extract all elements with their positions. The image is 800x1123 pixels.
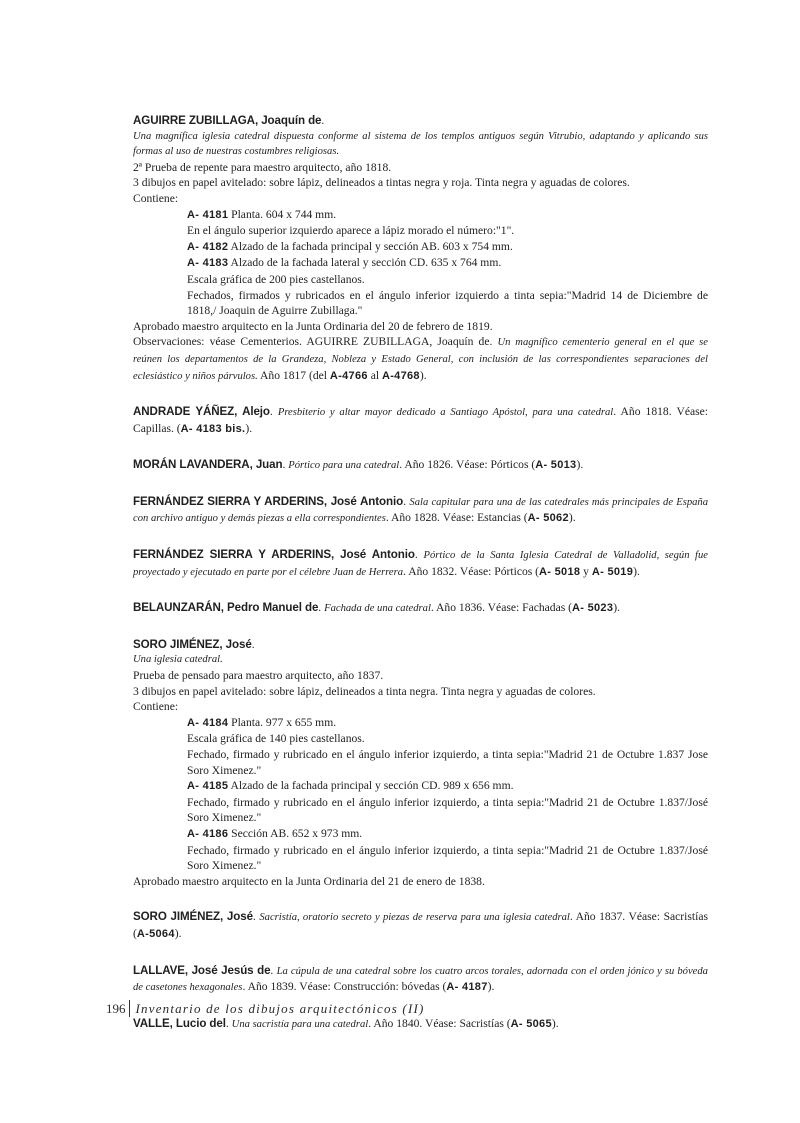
entry-line: 2ª Prueba de repente para maestro arquitecto, año 1818. — [133, 160, 392, 174]
drawing-note: Fechado, firmado y rubricado en el ángulo inferior izquierdo, a tinta sepia:"Madrid 21 de Octubre 1.837 Jose Soro Ximenez." — [187, 748, 708, 777]
footer-divider — [129, 1000, 130, 1017]
drawing-item: A- 4186 Sección AB. 652 x 973 mm. — [187, 826, 363, 840]
drawing-note: Escala gráfica de 140 pies castellanos. — [187, 732, 365, 746]
work-title: Pórtico para una catedral — [288, 460, 400, 472]
entry-line: Prueba de pensado para maestro arquitecto, año 1837. — [133, 669, 384, 683]
catalog-entry — [133, 547, 708, 580]
author-name: ANDRADE YÁÑEZ, Alejo — [133, 405, 270, 419]
author-name: SORO JIMÉNEZ, José — [133, 637, 252, 651]
drawing-code: A- 5018 — [539, 565, 581, 578]
drawing-note: Fechado, firmado y rubricado en el ángulo inferior izquierdo, a tinta sepia:"Madrid 21 de Octubre 1.837/José Soro Ximenez." — [187, 843, 708, 873]
drawing-item: A- 4184 Planta. 977 x 655 mm. — [187, 715, 337, 729]
drawing-code: A- 4182 — [187, 240, 229, 253]
entry-line: Contiene: — [133, 700, 179, 714]
work-title: Una iglesia catedral. — [133, 654, 223, 666]
drawing-note: En el ángulo superior izquierdo aparece a lápiz morado el número:"1". — [187, 224, 515, 238]
drawing-code: A- 4183 bis. — [180, 422, 246, 435]
drawing-code: A- 4186 — [187, 827, 229, 840]
entry-line: 3 dibujos en papel avitelado: sobre lápiz, delineados a tinta negra. Tinta negra y aguadas de colores. — [133, 684, 596, 698]
drawing-code: A- 5065 — [510, 1017, 552, 1030]
author-name: FERNÁNDEZ SIERRA Y ARDERINS, José Antonio — [133, 494, 404, 508]
work-title: Sala capitular para una de las catedrales más principales de España con archivo antiguo y demás piezas a ella correspondientes — [133, 496, 709, 525]
entry-line: 3 dibujos en papel avitelado: sobre lápiz, delineados a tintas negra y roja. Tinta negra y aguadas de colores. — [133, 176, 630, 190]
drawing-item: A- 4182 Alzado de la fachada principal y sección AB. 603 x 754 mm. — [187, 239, 513, 253]
entry-reference: BELAUNZARÁN, Pedro Manuel de. Fachada de una catedral. Año 1836. Véase: Fachadas (A- 5023). — [133, 601, 621, 615]
drawing-code: A- 4185 — [187, 780, 229, 793]
drawing-note: Fechados, firmados y rubricados en el ángulo inferior izquierdo a tinta sepia:"Madrid 14 de Diciembre de 1818,/ Joaquin de Aguirre Zubillaga." — [187, 288, 708, 318]
approval-line: Aprobado maestro arquitecto en la Junta Ordinaria del 21 de enero de 1838. — [133, 874, 485, 888]
catalog-page — [133, 113, 708, 1052]
author-name: FERNÁNDEZ SIERRA Y ARDERINS, José Antonio — [133, 548, 415, 562]
entry-reference: SORO JIMÉNEZ, José. Sacristía, oratorio secreto y piezas de reserva para una iglesia catedral. Año 1837. Véase: Sacristías (A-5064). — [133, 910, 709, 940]
catalog-entry — [133, 1016, 708, 1033]
drawing-code: A- 5019 — [591, 565, 634, 578]
work-title: Una sacristía para una catedral — [231, 1018, 369, 1030]
work-title: Pórtico de la Santa Iglesia Catedral de Valladolid, según fue proyectado y ejecutado en parte por el célebre Juan de Herrera — [133, 550, 709, 578]
drawing-code: A-4768 — [381, 369, 420, 382]
drawing-code: A- 4181 — [187, 208, 229, 221]
drawing-code: A- 5013 — [535, 459, 577, 472]
catalog-entry — [133, 494, 708, 527]
entry-heading: SORO JIMÉNEZ, José. — [133, 637, 255, 651]
approval-line: Aprobado maestro arquitecto en la Junta Ordinaria del 20 de febrero de 1819. — [133, 319, 493, 333]
entry-line: Contiene: — [133, 191, 179, 205]
work-title: La cúpula de una catedral sobre los cuatro arcos torales, adornada con el orden jónico y su bóveda de casetones hexagonales — [133, 965, 708, 994]
entry-reference: ANDRADE YÁÑEZ, Alejo. Presbiterio y altar mayor dedicado a Santiago Apóstol, para una catedral. Año 1818. Véase: Capillas. (A- 4183 bis.). — [133, 405, 708, 435]
running-title: Inventario de los dibujos arquitectónicos (II) — [135, 1001, 425, 1016]
drawing-code: A- 5023 — [572, 602, 614, 615]
entry-heading: AGUIRRE ZUBILLAGA, Joaquín de. — [133, 114, 325, 127]
catalog-entry — [133, 637, 708, 890]
drawing-note: Fechado, firmado y rubricado en el ángulo inferior izquierdo, a tinta sepia:"Madrid 21 de Octubre 1.837/José Soro Ximenez." — [187, 795, 708, 825]
catalog-entry — [133, 909, 708, 942]
work-title: Presbiterio y altar mayor dedicado a Santiago Apóstol, para una catedral — [277, 407, 614, 419]
author-name: LALLAVE, José Jesús de — [133, 963, 271, 977]
entry-reference: FERNÁNDEZ SIERRA Y ARDERINS, José Antonio. Pórtico de la Santa Iglesia Catedral de Valladolid, según fue proyectado y ejecutado en parte por el célebre Juan de Herrera. Año 1832. Véase: Pórticos (A- 5018 y A- 5019). — [133, 548, 709, 578]
page-footer — [106, 1000, 425, 1017]
drawing-code: A- 4184 — [187, 716, 229, 729]
drawing-item: A- 4183 Alzado de la fachada lateral y sección CD. 635 x 764 mm. — [187, 256, 502, 270]
catalog-entry — [133, 600, 708, 617]
author-name: BELAUNZARÁN, Pedro Manuel de — [133, 601, 319, 615]
work-title: Sacristía, oratorio secreto y piezas de reserva para una iglesia catedral — [259, 912, 570, 924]
drawing-code: A-5064 — [136, 927, 175, 940]
drawing-item: A- 4181 Planta. 604 x 744 mm. — [187, 207, 337, 221]
page-number: 196 — [106, 1001, 126, 1016]
drawing-note: Escala gráfica de 200 pies castellanos. — [187, 272, 365, 286]
catalog-entry — [133, 404, 708, 437]
author-name: VALLE, Lucio del — [133, 1016, 226, 1030]
catalog-entry — [133, 113, 708, 384]
entry-reference: FERNÁNDEZ SIERRA Y ARDERINS, José Antonio. Sala capitular para una de las catedrales más principales de España con archivo antiguo y demás piezas a ella correspondientes. Año 1828. Véase: Estancias (A- 5062). — [133, 494, 709, 525]
work-title: Fachada de una catedral — [324, 603, 431, 615]
author-name: SORO JIMÉNEZ, José — [133, 910, 253, 924]
entry-reference: MORÁN LAVANDERA, Juan. Pórtico para una catedral. Año 1826. Véase: Pórticos (A- 5013). — [133, 458, 584, 472]
work-title: Una magnífica iglesia catedral dispuesta conforme al sistema de los templos antiguos según Vitrubio, adaptando y aplicando sus formas al uso de nuestras costumbres religiosas. — [133, 130, 708, 158]
author-name: MORÁN LAVANDERA, Juan — [133, 458, 283, 472]
catalog-entry — [133, 457, 708, 474]
drawing-code: A- 4183 — [187, 257, 229, 270]
drawing-item: A- 4185 Alzado de la fachada principal y sección CD. 989 x 656 mm. — [187, 779, 514, 793]
drawing-code: A-4766 — [329, 369, 368, 382]
author-name: AGUIRRE ZUBILLAGA, Joaquín de — [133, 114, 322, 127]
drawing-code: A- 5062 — [527, 512, 569, 525]
drawing-code: A- 4187 — [446, 981, 488, 994]
entry-reference: VALLE, Lucio del. Una sacristía para una catedral. Año 1840. Véase: Sacristías (A- 5065). — [133, 1016, 559, 1030]
catalog-entry — [133, 963, 708, 996]
entry-reference: LALLAVE, José Jesús de. La cúpula de una catedral sobre los cuatro arcos torales, adornada con el orden jónico y su bóveda de casetones hexagonales. Año 1839. Véase: Construcción: bóvedas (A- 4187). — [133, 963, 708, 994]
observations: Observaciones: véase Cementerios. AGUIRRE ZUBILLAGA, Joaquín de. Un magnífico cementerio general en el que se reúnen los departamentos de la Grandeza, Nobleza y Estado General, con inclusión de las correspondientes separaciones del eclesiástico y niños párvulos. Año 1817 (del A-4766 al A-4768). — [133, 335, 709, 382]
